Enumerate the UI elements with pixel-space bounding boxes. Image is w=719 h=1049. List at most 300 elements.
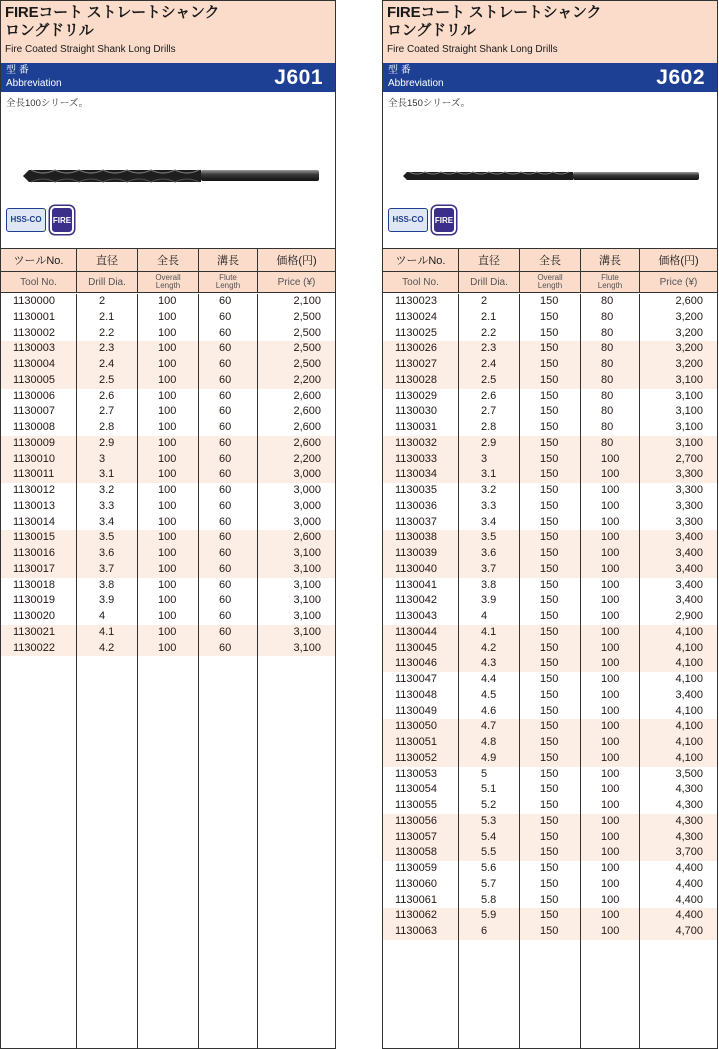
overall-length-cell: 100	[158, 610, 177, 622]
overall-length-cell: 100	[158, 484, 177, 496]
diameter-cell: 2.1	[99, 310, 115, 323]
tool-no-cell: 1130007	[13, 405, 56, 418]
overall-length-cell: 150	[540, 736, 559, 748]
tool-no-cell: 1130057	[395, 830, 438, 843]
diameter-cell: 5.4	[481, 830, 497, 843]
overall-length-cell: 100	[158, 594, 177, 607]
flute-length-cell: 80	[601, 326, 614, 339]
flute-length-cell: 100	[601, 531, 620, 544]
diameter-cell: 4.2	[481, 641, 497, 654]
diameter-cell: 5.6	[481, 862, 497, 874]
price-cell: 2,500	[293, 342, 321, 355]
catalog-panel-j602	[382, 0, 718, 1049]
flute-length-cell: 60	[219, 310, 232, 323]
price-cell: 3,200	[675, 310, 703, 323]
diameter-cell: 2.2	[481, 326, 497, 339]
diameter-cell: 3.7	[481, 562, 497, 575]
tool-no-cell: 1130032	[395, 436, 438, 449]
price-cell: 3,400	[675, 594, 703, 607]
overall-length-cell: 150	[540, 830, 559, 843]
overall-length-cell: 150	[540, 673, 559, 685]
abbreviation-bar	[383, 63, 717, 92]
tool-no-cell: 1130031	[395, 421, 438, 433]
overall-length-cell: 100	[158, 310, 177, 323]
price-cell: 3,400	[675, 531, 703, 544]
price-cell: 4,100	[675, 704, 703, 717]
tool-no-cell: 1130019	[13, 594, 56, 607]
tool-no-cell: 1130045	[395, 641, 438, 654]
tool-no-cell: 1130020	[13, 610, 56, 622]
flute-length-cell: 60	[219, 405, 232, 418]
overall-length-cell: 150	[540, 389, 559, 402]
price-cell: 4,100	[675, 736, 703, 748]
overall-length-cell: 150	[540, 799, 559, 811]
tool-no-cell: 1130013	[13, 499, 56, 512]
tool-no-cell: 1130048	[395, 688, 438, 701]
tool-no-cell: 1130058	[395, 846, 438, 859]
overall-length-cell: 150	[540, 814, 559, 827]
overall-length-cell: 100	[158, 326, 177, 339]
diameter-cell: 3.2	[481, 484, 497, 496]
tool-no-cell: 1130012	[13, 484, 56, 496]
price-cell: 3,100	[293, 641, 321, 654]
tool-no-cell: 1130023	[395, 295, 438, 307]
flute-length-cell: 60	[219, 452, 232, 465]
overall-length-cell: 100	[158, 547, 177, 559]
price-cell: 3,000	[293, 484, 321, 496]
diameter-cell: 2.4	[481, 358, 497, 370]
flute-length-cell: 100	[601, 767, 620, 780]
overall-length-cell: 100	[158, 421, 177, 433]
overall-length-cell: 100	[158, 295, 177, 307]
overall-length-cell: 150	[540, 641, 559, 654]
overall-length-cell: 100	[158, 468, 177, 481]
table-header-jp	[383, 248, 717, 272]
table-header-en	[1, 272, 335, 293]
flute-length-cell: 100	[601, 499, 620, 512]
overall-length-cell: 150	[540, 452, 559, 465]
flute-length-cell: 60	[219, 594, 232, 607]
diameter-cell: 2.9	[481, 436, 497, 449]
overall-length-cell: 150	[540, 358, 559, 370]
tool-no-cell: 1130006	[13, 389, 56, 402]
diameter-cell: 3.3	[481, 499, 497, 512]
tool-no-cell: 1130008	[13, 421, 56, 433]
price-cell: 3,300	[675, 484, 703, 496]
product-code: J602	[656, 66, 705, 89]
diameter-cell: 4.8	[481, 736, 497, 748]
diameter-cell: 4.7	[481, 720, 497, 733]
flute-length-cell: 100	[601, 783, 620, 796]
tool-no-cell: 1130059	[395, 862, 438, 874]
price-cell: 4,100	[675, 720, 703, 733]
tool-no-cell: 1130011	[13, 468, 55, 481]
overall-length-cell: 100	[158, 578, 177, 591]
header-price-en: Price (¥)	[659, 276, 698, 288]
diameter-cell: 2.8	[99, 421, 115, 433]
tool-no-cell: 1130060	[395, 877, 438, 890]
price-cell: 3,400	[675, 547, 703, 559]
flute-length-cell: 60	[219, 389, 232, 402]
abbreviation-label-jp: 型 番	[388, 65, 411, 76]
flute-length-cell: 60	[219, 499, 232, 512]
price-cell: 2,600	[293, 436, 321, 449]
overall-length-cell: 150	[540, 421, 559, 433]
tool-no-cell: 1130063	[395, 925, 438, 937]
flute-length-cell: 100	[601, 909, 620, 922]
overall-length-cell: 100	[158, 499, 177, 512]
series-note: 全長100シリーズ。	[6, 98, 89, 109]
drill-image	[1, 110, 335, 208]
flute-length-cell: 100	[601, 846, 620, 859]
overall-length-cell: 150	[540, 531, 559, 544]
header-tool-no-jp: ツールNo.	[1, 249, 77, 271]
tool-no-cell: 1130010	[13, 452, 56, 465]
header-overall-en-line1: Overall	[155, 273, 181, 282]
price-cell: 3,100	[293, 578, 321, 591]
header-flute-en	[199, 272, 258, 292]
price-cell: 3,700	[675, 846, 703, 859]
diameter-cell: 2.3	[99, 342, 115, 355]
drill-illustration-icon	[383, 110, 719, 208]
price-cell: 3,200	[675, 358, 703, 370]
price-cell: 2,600	[293, 405, 321, 418]
flute-length-cell: 100	[601, 720, 620, 733]
flute-length-cell: 100	[601, 641, 620, 654]
hss-co-badge: HSS-CO	[388, 208, 428, 232]
diameter-cell: 2.3	[481, 342, 497, 355]
material-badges	[1, 208, 335, 239]
tool-no-cell: 1130036	[395, 499, 438, 512]
diameter-cell: 2.9	[99, 436, 115, 449]
flute-length-cell: 100	[601, 751, 620, 764]
header-price-jp: 価格(円)	[276, 255, 317, 267]
diameter-cell: 3.8	[481, 578, 497, 591]
tool-no-cell: 1130025	[395, 326, 438, 339]
flute-length-cell: 60	[219, 342, 232, 355]
overall-length-cell: 100	[158, 405, 177, 418]
flute-length-cell: 80	[601, 389, 614, 402]
header-overall-en-line2: Length	[537, 281, 563, 290]
diameter-cell: 2	[99, 295, 106, 307]
header-overall-en	[138, 272, 199, 292]
tool-no-cell: 1130040	[395, 562, 438, 575]
diameter-cell: 4.9	[481, 751, 497, 764]
tool-no-cell: 1130001	[13, 310, 56, 323]
overall-length-cell: 150	[540, 578, 559, 591]
price-cell: 2,600	[293, 421, 321, 433]
tool-no-cell: 1130054	[395, 783, 438, 796]
overall-length-cell: 150	[540, 326, 559, 339]
diameter-cell: 2.1	[481, 310, 497, 323]
price-cell: 3,100	[675, 405, 703, 418]
diameter-cell: 3.6	[481, 547, 497, 559]
overall-length-cell: 150	[540, 767, 559, 780]
diameter-cell: 5.8	[481, 893, 497, 906]
price-cell: 3,100	[293, 547, 321, 559]
price-cell: 4,400	[675, 877, 703, 890]
table-header-en	[383, 272, 717, 293]
overall-length-cell: 150	[540, 547, 559, 559]
overall-length-cell: 150	[540, 484, 559, 496]
diameter-cell: 3.6	[99, 547, 115, 559]
table-header-jp	[1, 248, 335, 272]
tool-no-cell: 1130016	[13, 547, 56, 559]
flute-length-cell: 60	[219, 562, 232, 575]
abbreviation-label-jp: 型 番	[6, 65, 29, 76]
price-cell: 3,000	[293, 499, 321, 512]
catalog-panel-j601	[0, 0, 336, 1049]
price-cell: 4,400	[675, 893, 703, 906]
tool-no-cell: 1130056	[395, 814, 438, 827]
flute-length-cell: 80	[601, 421, 614, 433]
header-flute-en-line1: Flute	[219, 273, 237, 282]
overall-length-cell: 150	[540, 783, 559, 796]
header-flute-jp: 溝長	[199, 249, 258, 271]
price-cell: 3,100	[675, 373, 703, 386]
price-cell: 2,500	[293, 326, 321, 339]
abbreviation-label-en: Abbreviation	[388, 78, 444, 89]
diameter-cell: 5.9	[481, 909, 497, 922]
price-cell: 3,100	[293, 625, 321, 638]
diameter-cell: 3.5	[99, 531, 115, 544]
price-cell: 4,100	[675, 641, 703, 654]
overall-length-cell: 150	[540, 515, 559, 528]
tool-no-cell: 1130015	[13, 531, 56, 544]
tool-no-cell: 1130028	[395, 373, 438, 386]
diameter-cell: 3.9	[481, 594, 497, 607]
overall-length-cell: 150	[540, 310, 559, 323]
tool-no-cell: 1130034	[395, 468, 438, 481]
flute-length-cell: 60	[219, 625, 232, 638]
price-cell: 4,100	[675, 625, 703, 638]
diameter-cell: 5.7	[481, 877, 497, 890]
header-overall-en-line1: Overall	[537, 273, 563, 282]
header-overall-en	[520, 272, 581, 292]
tool-no-cell: 1130004	[13, 358, 56, 370]
price-cell: 4,300	[675, 783, 703, 796]
tool-no-cell: 1130017	[13, 562, 56, 575]
diameter-cell: 2.7	[99, 405, 115, 418]
flute-length-cell: 100	[601, 594, 620, 607]
flute-length-cell: 60	[219, 610, 232, 622]
diameter-cell: 2.5	[99, 373, 115, 386]
diameter-cell: 3	[481, 452, 488, 465]
flute-length-cell: 100	[601, 452, 620, 465]
overall-length-cell: 150	[540, 862, 559, 874]
flute-length-cell: 100	[601, 547, 620, 559]
tool-no-cell: 1130030	[395, 405, 438, 418]
flute-length-cell: 60	[219, 578, 232, 591]
overall-length-cell: 150	[540, 436, 559, 449]
price-cell: 4,400	[675, 909, 703, 922]
flute-length-cell: 100	[601, 925, 620, 937]
overall-length-cell: 100	[158, 515, 177, 528]
flute-length-cell: 60	[219, 373, 232, 386]
overall-length-cell: 150	[540, 499, 559, 512]
column-lines	[383, 294, 717, 1048]
diameter-cell: 3.4	[99, 515, 115, 528]
fire-badge: FIRE	[50, 206, 74, 234]
flute-length-cell: 80	[601, 295, 614, 307]
header-tool-no-jp: ツールNo.	[383, 249, 459, 271]
price-cell: 3,100	[293, 594, 321, 607]
diameter-cell: 5	[481, 767, 488, 780]
diameter-cell: 2.5	[481, 373, 497, 386]
product-subtitle: Fire Coated Straight Shank Long Drills	[387, 44, 558, 55]
flute-length-cell: 60	[219, 295, 232, 307]
diameter-cell: 2.6	[99, 389, 115, 402]
tool-no-cell: 1130003	[13, 342, 56, 355]
flute-length-cell: 100	[601, 877, 620, 890]
flute-length-cell: 80	[601, 310, 614, 323]
diameter-cell: 4.5	[481, 688, 497, 701]
flute-length-cell: 100	[601, 484, 620, 496]
price-cell: 2,200	[293, 452, 321, 465]
tool-no-cell: 1130044	[395, 625, 438, 638]
diameter-cell: 3.1	[481, 468, 497, 481]
diameter-cell: 5.5	[481, 846, 497, 859]
overall-length-cell: 100	[158, 625, 177, 638]
product-title-line2: ロングドリル	[387, 22, 476, 39]
price-cell: 3,300	[675, 468, 703, 481]
overall-length-cell: 150	[540, 405, 559, 418]
diameter-cell: 3.9	[99, 594, 115, 607]
tool-no-cell: 1130050	[395, 720, 438, 733]
diameter-cell: 2.4	[99, 358, 115, 370]
abbreviation-label-en: Abbreviation	[6, 78, 62, 89]
flute-length-cell: 100	[601, 736, 620, 748]
product-title-line2: ロングドリル	[5, 22, 94, 39]
price-cell: 4,100	[675, 673, 703, 685]
flute-length-cell: 100	[601, 799, 620, 811]
overall-length-cell: 150	[540, 610, 559, 622]
product-title-line1: FIREコート ストレートシャンク	[5, 4, 220, 21]
header-tool-no-en: Tool No.	[383, 272, 459, 292]
price-cell: 3,300	[675, 499, 703, 512]
tool-no-cell: 1130026	[395, 342, 438, 355]
diameter-cell: 3.2	[99, 484, 115, 496]
overall-length-cell: 150	[540, 342, 559, 355]
series-note: 全長150シリーズ。	[388, 98, 471, 109]
diameter-cell: 2.7	[481, 405, 497, 418]
tool-no-cell: 1130046	[395, 657, 438, 670]
header-overall-jp: 全長	[520, 249, 581, 271]
overall-length-cell: 100	[158, 358, 177, 370]
overall-length-cell: 150	[540, 657, 559, 670]
price-cell: 3,300	[675, 515, 703, 528]
header-diameter-en: Drill Dia.	[77, 272, 138, 292]
flute-length-cell: 60	[219, 531, 232, 544]
price-cell: 4,300	[675, 799, 703, 811]
diameter-cell: 3.8	[99, 578, 115, 591]
tool-no-cell: 1130043	[395, 610, 438, 622]
header-flute-en	[581, 272, 640, 292]
price-cell: 3,400	[675, 578, 703, 591]
overall-length-cell: 100	[158, 389, 177, 402]
flute-length-cell: 100	[601, 562, 620, 575]
price-cell: 4,300	[675, 830, 703, 843]
overall-length-cell: 100	[158, 562, 177, 575]
hss-co-badge: HSS-CO	[6, 208, 46, 232]
header-overall-en-line2: Length	[155, 281, 181, 290]
overall-length-cell: 150	[540, 720, 559, 733]
header-price-jp: 価格(円)	[658, 255, 699, 267]
diameter-cell: 2.8	[481, 421, 497, 433]
tool-no-cell: 1130024	[395, 310, 438, 323]
diameter-cell: 3.3	[99, 499, 115, 512]
tool-no-cell: 1130014	[13, 515, 56, 528]
overall-length-cell: 100	[158, 436, 177, 449]
price-cell: 2,600	[675, 295, 703, 307]
overall-length-cell: 100	[158, 452, 177, 465]
title-box	[383, 1, 717, 63]
flute-length-cell: 100	[601, 673, 620, 685]
overall-length-cell: 150	[540, 594, 559, 607]
product-title-line1: FIREコート ストレートシャンク	[387, 4, 602, 21]
diameter-cell: 4.2	[99, 641, 115, 654]
price-cell: 2,600	[293, 531, 321, 544]
flute-length-cell: 100	[601, 468, 620, 481]
overall-length-cell: 150	[540, 373, 559, 386]
overall-length-cell: 150	[540, 751, 559, 764]
flute-length-cell: 100	[601, 578, 620, 591]
price-cell: 2,900	[675, 610, 703, 622]
overall-length-cell: 100	[158, 641, 177, 654]
tool-no-cell: 1130009	[13, 436, 56, 449]
price-cell: 3,500	[675, 767, 703, 780]
tool-no-cell: 1130039	[395, 547, 438, 559]
price-cell: 2,700	[675, 452, 703, 465]
overall-length-cell: 100	[158, 373, 177, 386]
tool-no-cell: 1130053	[395, 767, 438, 780]
tool-no-cell: 1130005	[13, 373, 56, 386]
price-cell: 3,400	[675, 562, 703, 575]
column-lines	[1, 294, 335, 1048]
flute-length-cell: 60	[219, 358, 232, 370]
price-cell: 4,300	[675, 814, 703, 827]
diameter-cell: 5.1	[481, 783, 497, 796]
tool-no-cell: 1130061	[395, 893, 438, 906]
diameter-cell: 4.6	[481, 704, 497, 717]
overall-length-cell: 150	[540, 625, 559, 638]
header-diameter-jp: 直径	[459, 249, 520, 271]
diameter-cell: 2	[481, 295, 488, 307]
tool-no-cell: 1130042	[395, 594, 438, 607]
tool-no-cell: 1130029	[395, 389, 438, 402]
flute-length-cell: 100	[601, 610, 620, 622]
fire-badge: FIRE	[432, 206, 456, 234]
header-flute-jp: 溝長	[581, 249, 640, 271]
flute-length-cell: 60	[219, 326, 232, 339]
flute-length-cell: 100	[601, 657, 620, 670]
overall-length-cell: 150	[540, 562, 559, 575]
drill-image	[383, 110, 717, 208]
tool-no-cell: 1130041	[395, 578, 438, 591]
diameter-cell: 4.4	[481, 673, 497, 685]
tool-no-cell: 1130051	[395, 736, 438, 748]
flute-length-cell: 100	[601, 625, 620, 638]
flute-length-cell: 80	[601, 373, 614, 386]
flute-length-cell: 80	[601, 358, 614, 370]
tool-no-cell: 1130018	[13, 578, 56, 591]
overall-length-cell: 100	[158, 342, 177, 355]
header-tool-no-en: Tool No.	[1, 272, 77, 292]
flute-length-cell: 100	[601, 704, 620, 717]
tool-no-cell: 1130021	[13, 625, 56, 638]
tool-no-cell: 1130062	[395, 909, 438, 922]
product-code: J601	[274, 66, 323, 89]
